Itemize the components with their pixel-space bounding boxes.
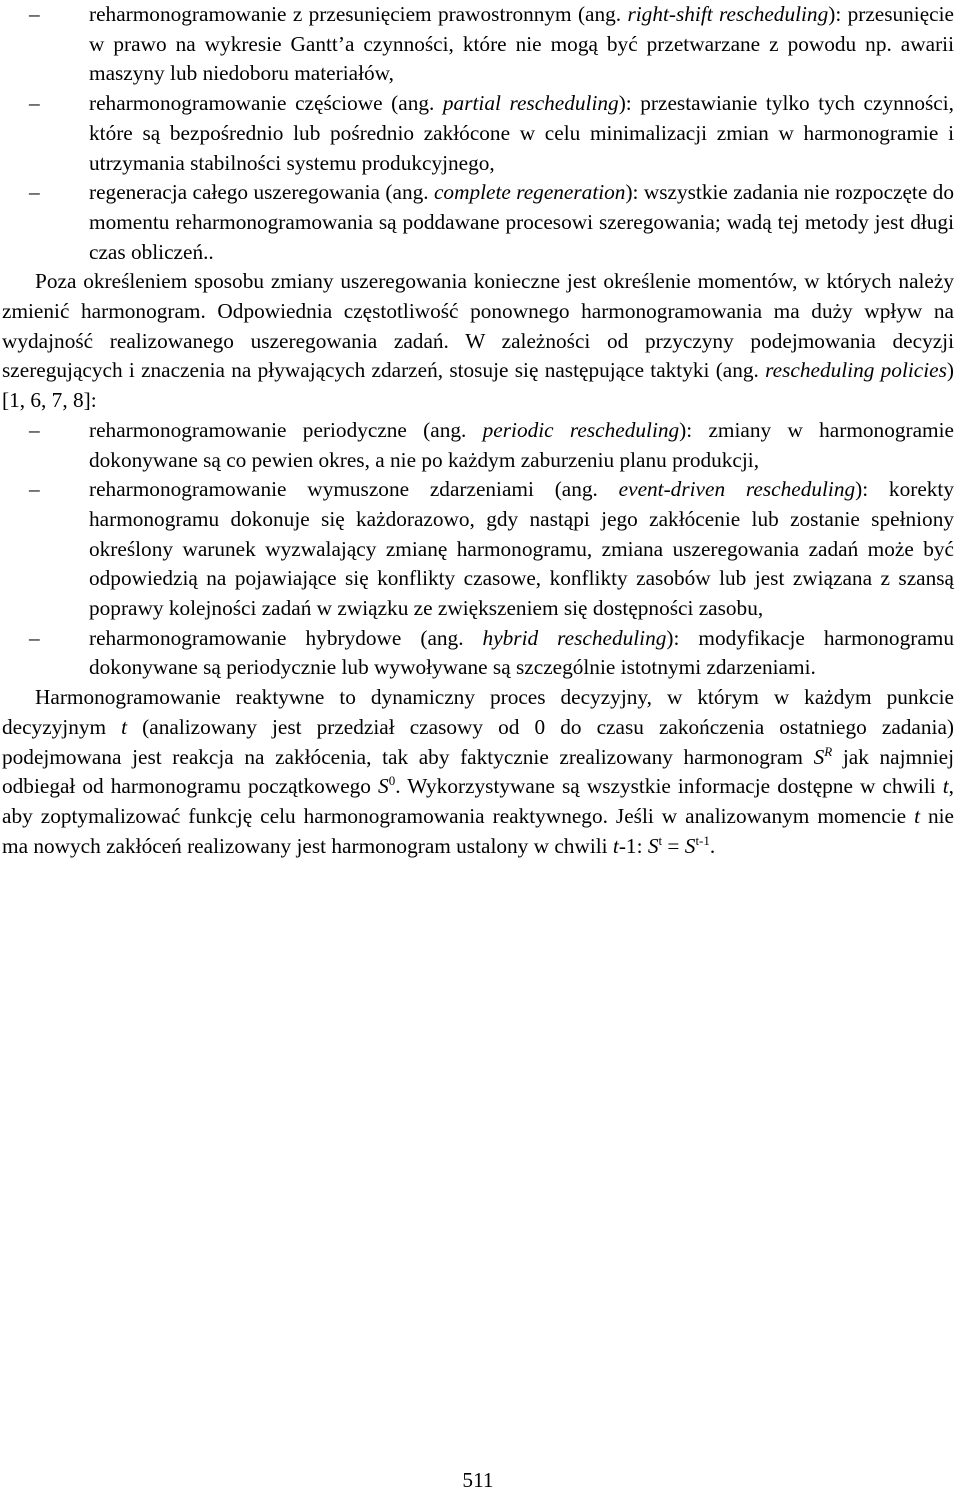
math-variable: t	[121, 714, 128, 739]
list-item: – regeneracja całego uszeregowania (ang. complete regeneration): wszystkie zadania nie rozpoczęte do momentu reharmonogramowania są poddawane procesowi szeregowania; wadą tej metody jest długi czas obliczeń..	[29, 180, 954, 264]
math-variable: t	[612, 833, 619, 858]
english-term: right-shift rescheduling	[627, 2, 829, 26]
list-rescheduling-methods	[2, 0, 954, 267]
paragraph-reactive-scheduling: Harmonogramowanie reaktywne to dynamiczny proces decyzyjny, w którym w każdym punkcie decyzyjnym t (analizowany jest przedział czasowy od 0 do czasu zakończenia ostatniego zadania) podejmowana jest reakcja na zakłócenia, tak aby faktycznie zrealizowany harmonogram $S^R$ jak najmniej odbiegał od harmonogramu początkowego $S^0$. Wykorzystywane są wszystkie informacje dostępne w chwili t, aby zoptymalizować funkcję celu harmonogramowania reaktywnego. Jeśli w analizowanym momencie t nie ma nowych zakłóceń realizowany jest harmonogram ustalony w chwili t-1: $S^t = S^{t-1}$.	[2, 685, 955, 858]
page-body	[2, 0, 954, 861]
list-dash: –	[29, 180, 40, 205]
math-variable: S	[647, 833, 659, 858]
list-item: – reharmonogramowanie wymuszone zdarzeniami (ang. event-driven rescheduling): korekty harmonogramu dokonuje się każdorazowo, gdy nastąpi jego zakłócenie lub zostanie spełniony określony warunek wyzwalający zmianę harmonogramu, zmiana uszeregowania zadań może być odpowiedzią na pojawiające się konflikty czasowe, konflikty zasobów lub jest związana z szansą poprawy kolejności zadań w związku ze zwiększeniem się dostępności zasobu,	[29, 477, 954, 621]
list-dash: –	[29, 625, 40, 650]
list-dash: –	[29, 91, 40, 116]
list-dash: –	[29, 417, 40, 442]
english-term: rescheduling policies	[765, 358, 947, 383]
paragraph-rescheduling-policies: Poza określeniem sposobu zmiany uszeregowania konieczne jest określenie momentów, w których należy zmienić harmonogram. Odpowiednia częstotliwość ponownego harmonogramowania ma duży wpływ na wydajność realizowanego uszeregowania zadań. W zależności od przyczyny podejmowania decyzji szeregujących i znaczenia na pływających zdarzeń, stosuje się następujące taktyki (ang. rescheduling policies) [1, 6, 7, 8]:	[2, 269, 954, 413]
english-term: complete regeneration	[433, 180, 626, 205]
list-item: – reharmonogramowanie z przesunięciem prawostronnym (ang. right-shift rescheduling): przesunięcie w prawo na wykresie Gantt’a czynności, które nie mogą być przetwarzane z powodu np. awarii maszyny lub niedoboru materiałów,	[29, 2, 954, 86]
math-variable: t	[942, 774, 949, 799]
list-item: – reharmonogramowanie hybrydowe (ang. hybrid rescheduling): modyfikacje harmonogramu dokonywane są periodycznie lub wywoływane są szczególnie istotnymi zdarzeniami.	[29, 625, 954, 680]
english-term: event-driven rescheduling	[618, 477, 856, 502]
math-variable: S	[684, 833, 696, 858]
list-item: – reharmonogramowanie periodyczne (ang. periodic rescheduling): zmiany w harmonogramie dokonywane są co pewien okres, a nie po każdym zaburzeniu planu produkcji,	[29, 417, 954, 472]
list-item: – reharmonogramowanie częściowe (ang. partial rescheduling): przestawianie tylko tych czynności, które są bezpośrednio lub pośrednio zakłócone w celu minimalizacji zmian w harmonogramie i utrzymania stabilności systemu produkcyjnego,	[29, 91, 954, 175]
math-variable: t	[914, 803, 920, 828]
math-superscript: t	[658, 832, 663, 848]
english-term: hybrid rescheduling	[482, 625, 667, 650]
list-dash: –	[29, 2, 40, 26]
math-variable: S	[378, 774, 389, 799]
math-superscript: 0	[388, 773, 396, 789]
english-term: partial rescheduling	[442, 91, 619, 116]
english-term: periodic rescheduling	[482, 417, 680, 442]
math-variable: S	[813, 744, 825, 769]
math-superscript: t-1	[695, 832, 710, 848]
math-superscript: R	[824, 743, 833, 759]
list-dash: –	[29, 477, 40, 502]
list-rescheduling-policies	[2, 416, 954, 683]
page-number: 511	[462, 1468, 494, 1492]
